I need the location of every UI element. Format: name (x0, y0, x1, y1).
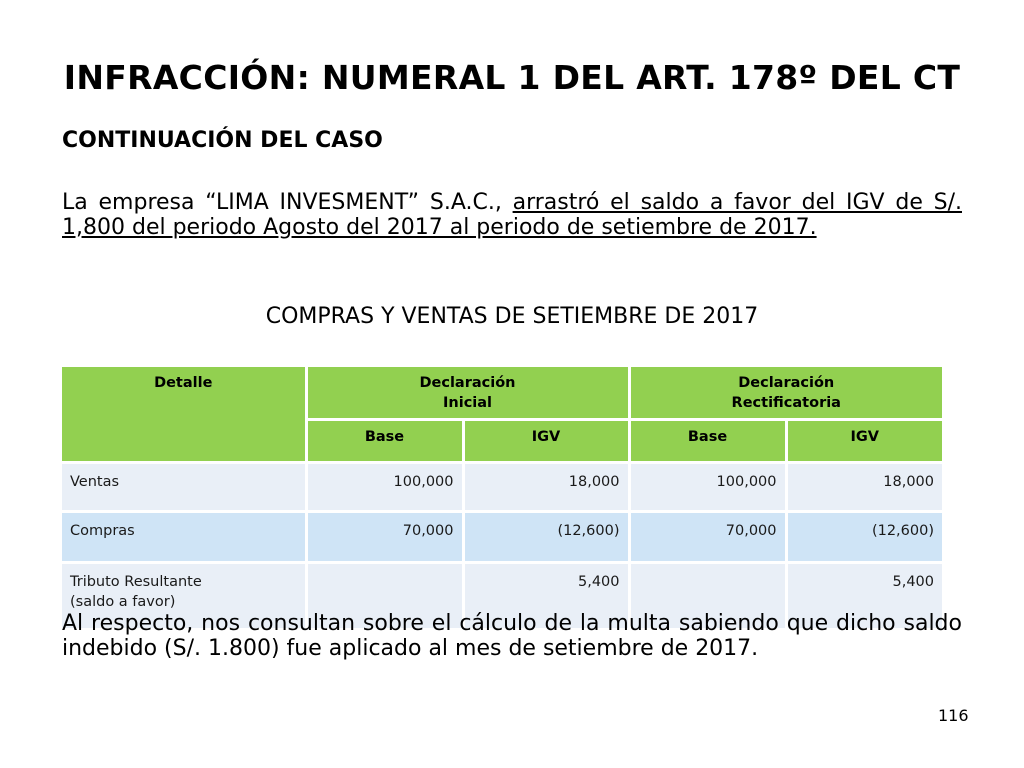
purchases-sales-table (62, 367, 942, 631)
section-subtitle: CONTINUACIÓN DEL CASO (62, 128, 383, 153)
cell-igv-inicial: 18,000 (463, 462, 629, 511)
case-paragraph (62, 190, 962, 240)
slide-title: INFRACCIÓN: NUMERAL 1 DEL ART. 178º DEL CT (63, 58, 961, 97)
header-inicial-line1: Declaración (419, 375, 516, 391)
header-base-inicial: Base (306, 419, 463, 462)
cell-igv-rectificatoria: (12,600) (786, 511, 942, 562)
page-number: 116 (938, 706, 969, 725)
header-detalle: Detalle (62, 367, 306, 462)
table-row (62, 511, 942, 562)
question-paragraph: Al respecto, nos consultan sobre el cálculo de la multa sabiendo que dicho saldo indebido (S/. 1.800) fue aplicado al mes de setiembre de 2017. (62, 611, 962, 661)
header-inicial-line2: Inicial (443, 395, 493, 411)
cell-base-rectificatoria: 70,000 (629, 511, 786, 562)
table-heading: COMPRAS Y VENTAS DE SETIEMBRE DE 2017 (265, 304, 759, 329)
cell-igv-inicial: (12,600) (463, 511, 629, 562)
cell-igv-rectificatoria: 18,000 (786, 462, 942, 511)
row-label: Compras (62, 511, 306, 562)
cell-igv-rectificatoria: 5,400 (786, 562, 942, 629)
row-label-line2: (saldo a favor) (70, 593, 176, 610)
header-rect-line2: Rectificatoria (731, 395, 841, 411)
cell-base-inicial: 100,000 (306, 462, 463, 511)
header-declaracion-inicial (306, 367, 629, 419)
row-label: Ventas (62, 462, 306, 511)
cell-base-rectificatoria: 100,000 (629, 462, 786, 511)
case-paragraph-underlined: arrastró el saldo a favor del IGV de S/. 1,800 del periodo Agosto del 2017 al periodo de setiembre de 2017. (62, 190, 962, 240)
cell-base-inicial: 70,000 (306, 511, 463, 562)
cell-igv-inicial: 5,400 (463, 562, 629, 629)
case-paragraph-plain: La empresa “LIMA INVESMENT” S.A.C., (62, 190, 513, 215)
header-igv-inicial: IGV (463, 419, 629, 462)
header-igv-rectificatoria: IGV (786, 419, 942, 462)
header-base-rectificatoria: Base (629, 419, 786, 462)
row-label-line1: Tributo Resultante (70, 573, 202, 590)
table-row (62, 462, 942, 511)
header-rect-line1: Declaración (738, 375, 835, 391)
header-declaracion-rectificatoria (629, 367, 942, 419)
